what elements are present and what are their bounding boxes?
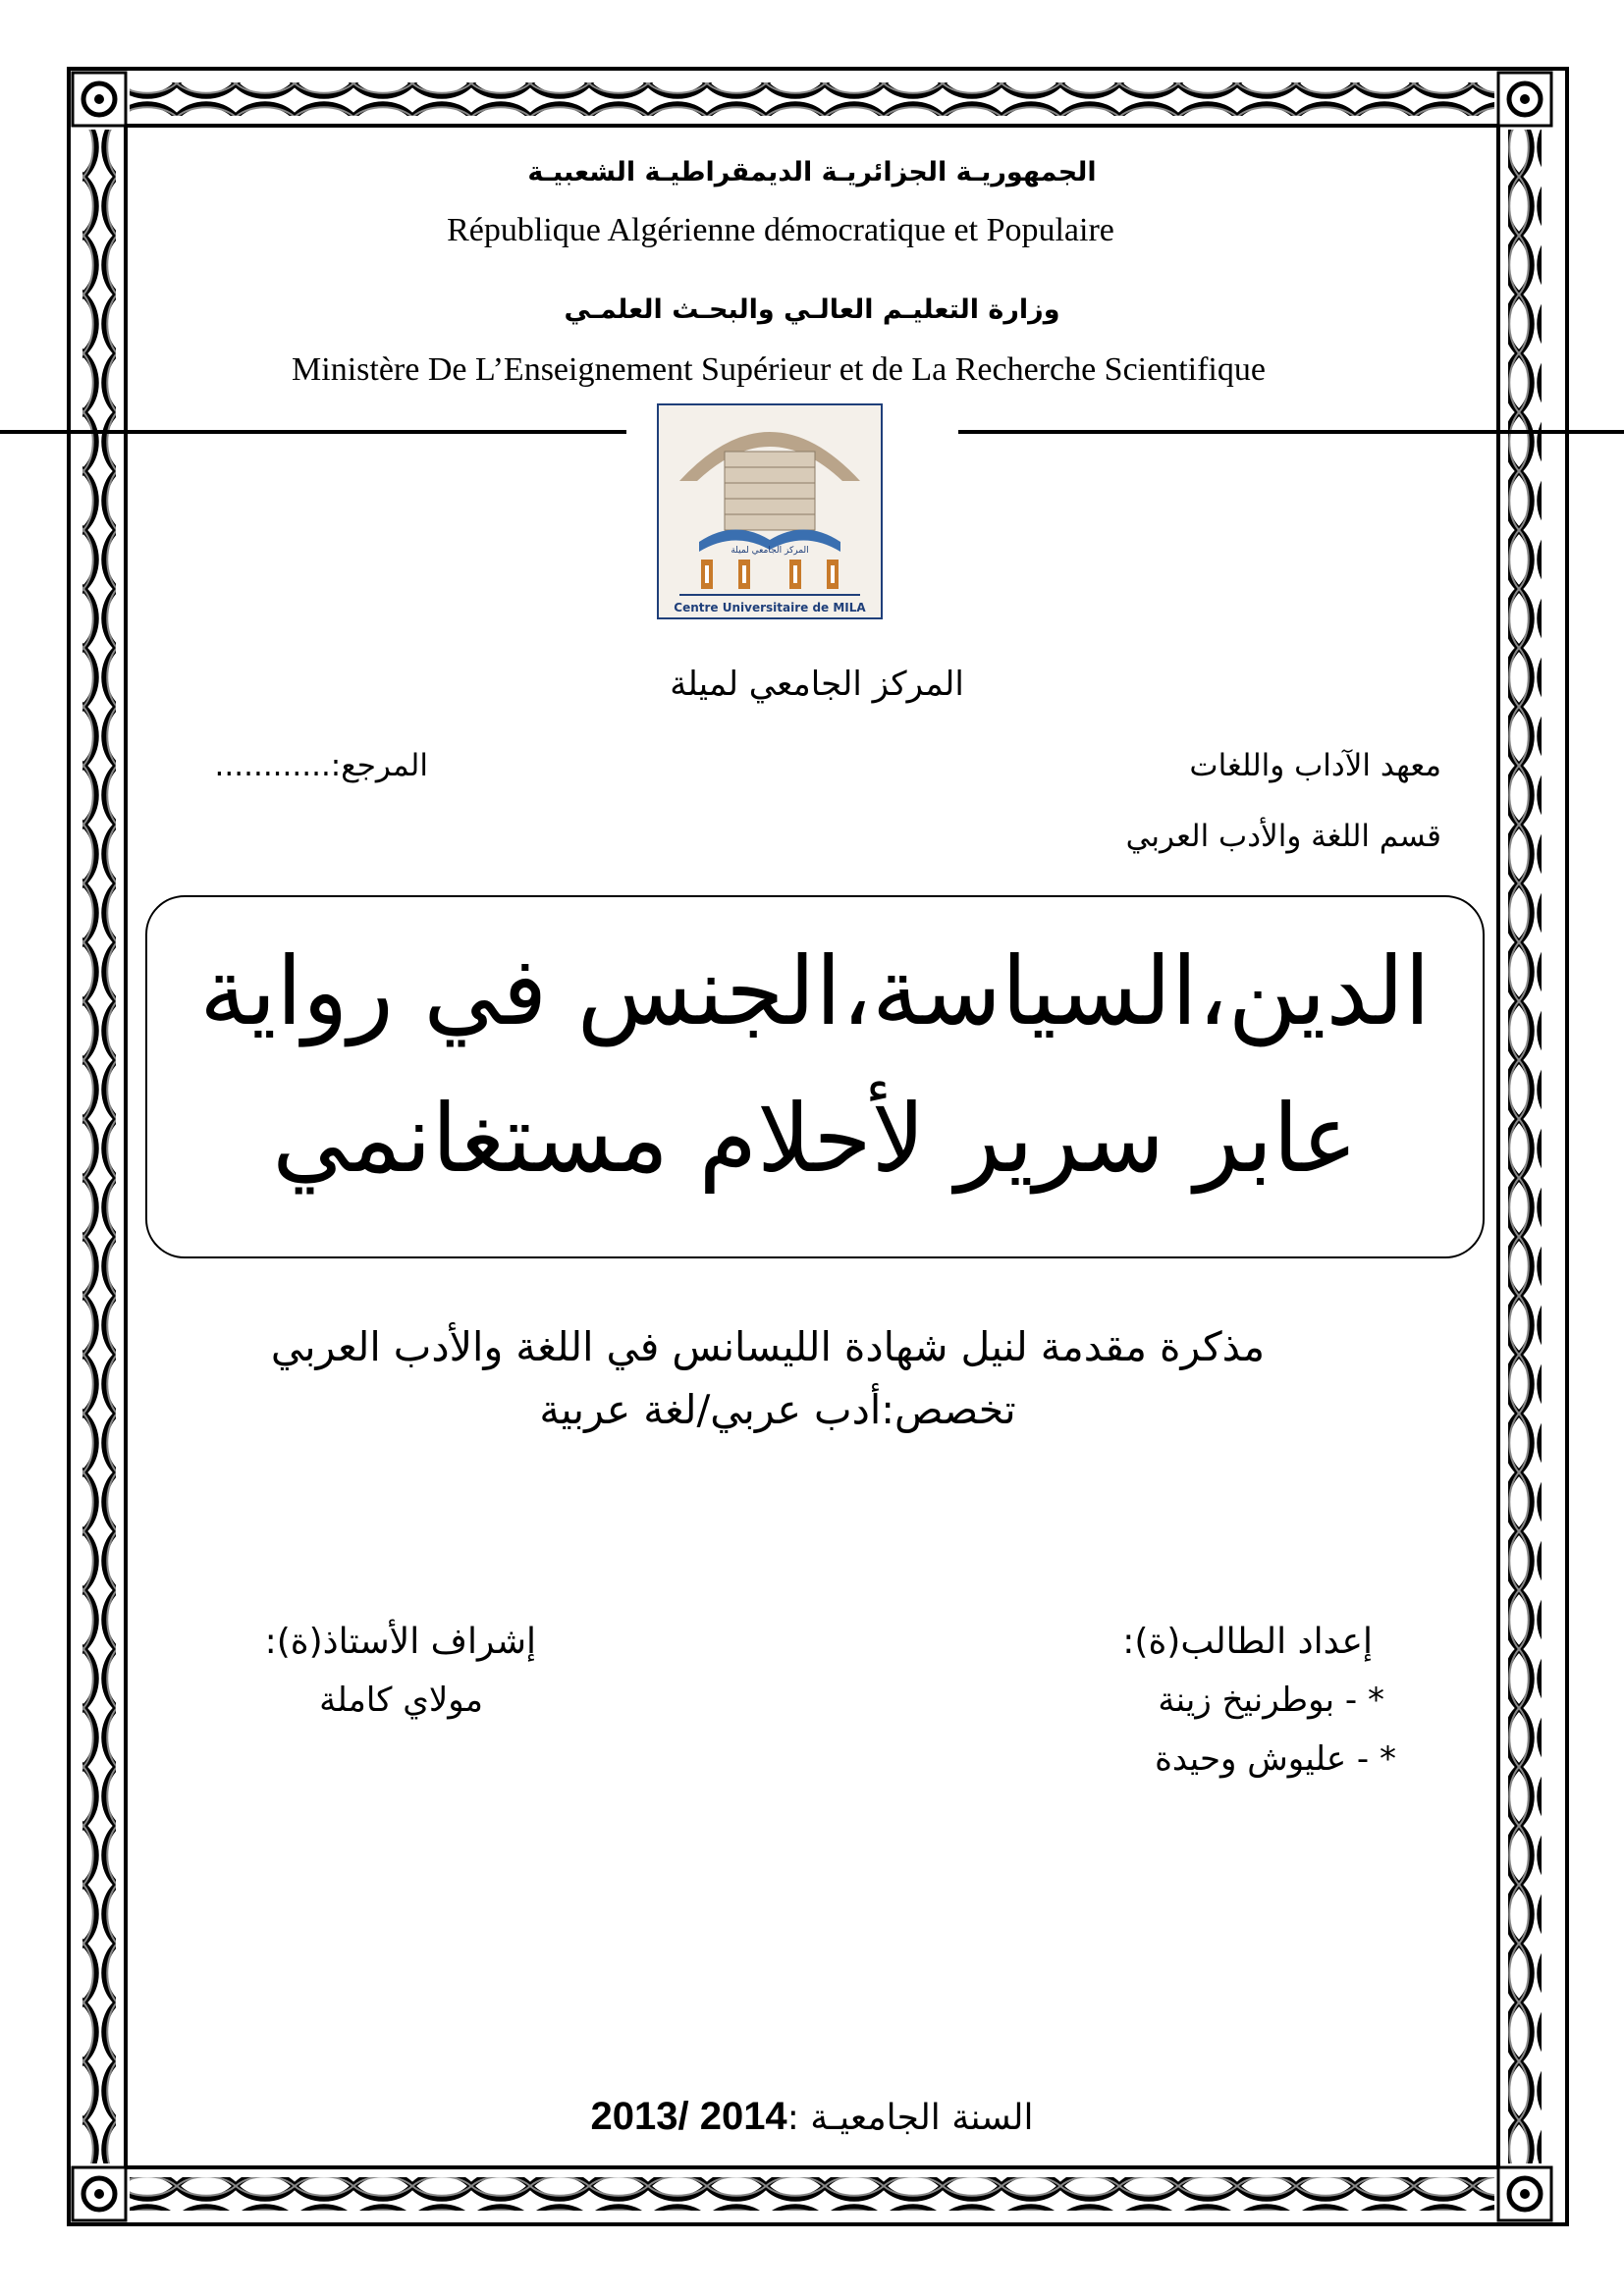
thesis-description: مذكرة مقدمة لنيل شهادة الليسانس في اللغة والأدب العربي (270, 1323, 1266, 1370)
supervisor-label: إشراف الأستاذ(ة): (264, 1622, 536, 1662)
logo-caption: Centre Universitaire de MILA (674, 601, 866, 614)
reference-field: المرجع:............ (214, 748, 428, 783)
supervisor-name: مولاي كاملة (319, 1681, 483, 1720)
academic-year-value: 2013/ 2014 (590, 2095, 787, 2138)
header-rule-right (958, 430, 1624, 434)
academic-year (0, 2095, 1624, 2139)
thesis-title-line-1: الدين،السياسة،الجنس في رواية (199, 936, 1431, 1046)
institute-name: معهد الآداب واللغات (1189, 748, 1441, 783)
department-name: قسم اللغة والأدب العربي (1125, 819, 1441, 854)
student-1: * - بوطرنيخ زينة (1158, 1681, 1384, 1720)
logo-building (725, 452, 815, 530)
thesis-title-line-2: عابر سرير لأحلام مستغانمي (272, 1084, 1358, 1194)
republic-french: République Algérienne démocratique et Populaire (447, 212, 1114, 248)
thesis-title-box (145, 895, 1485, 1258)
thesis-specialization: تخصص:أدب عربي/لغة عربية (539, 1386, 1016, 1433)
university-logo (656, 402, 884, 620)
ministry-arabic: وزارة التعليـم العالـي والبحـث العلمـي (564, 294, 1060, 325)
academic-year-label: السنة الجامعيـة : (786, 2098, 1034, 2138)
university-center: المركز الجامعي لميلة (670, 665, 964, 704)
header-rule-left (0, 430, 626, 434)
ministry-french: Ministère De L’Enseignement Supérieur et de La Recherche Scientifique (292, 351, 1266, 388)
republic-arabic: الجمهوريـة الجزائريـة الديمقراطيـة الشعبيـة (527, 157, 1097, 187)
logo-arabic-caption: المركز الجامعي لميلة (731, 546, 809, 556)
students-label: إعداد الطالب(ة): (1122, 1622, 1373, 1662)
student-2: * - عليوش وحيدة (1155, 1739, 1396, 1779)
